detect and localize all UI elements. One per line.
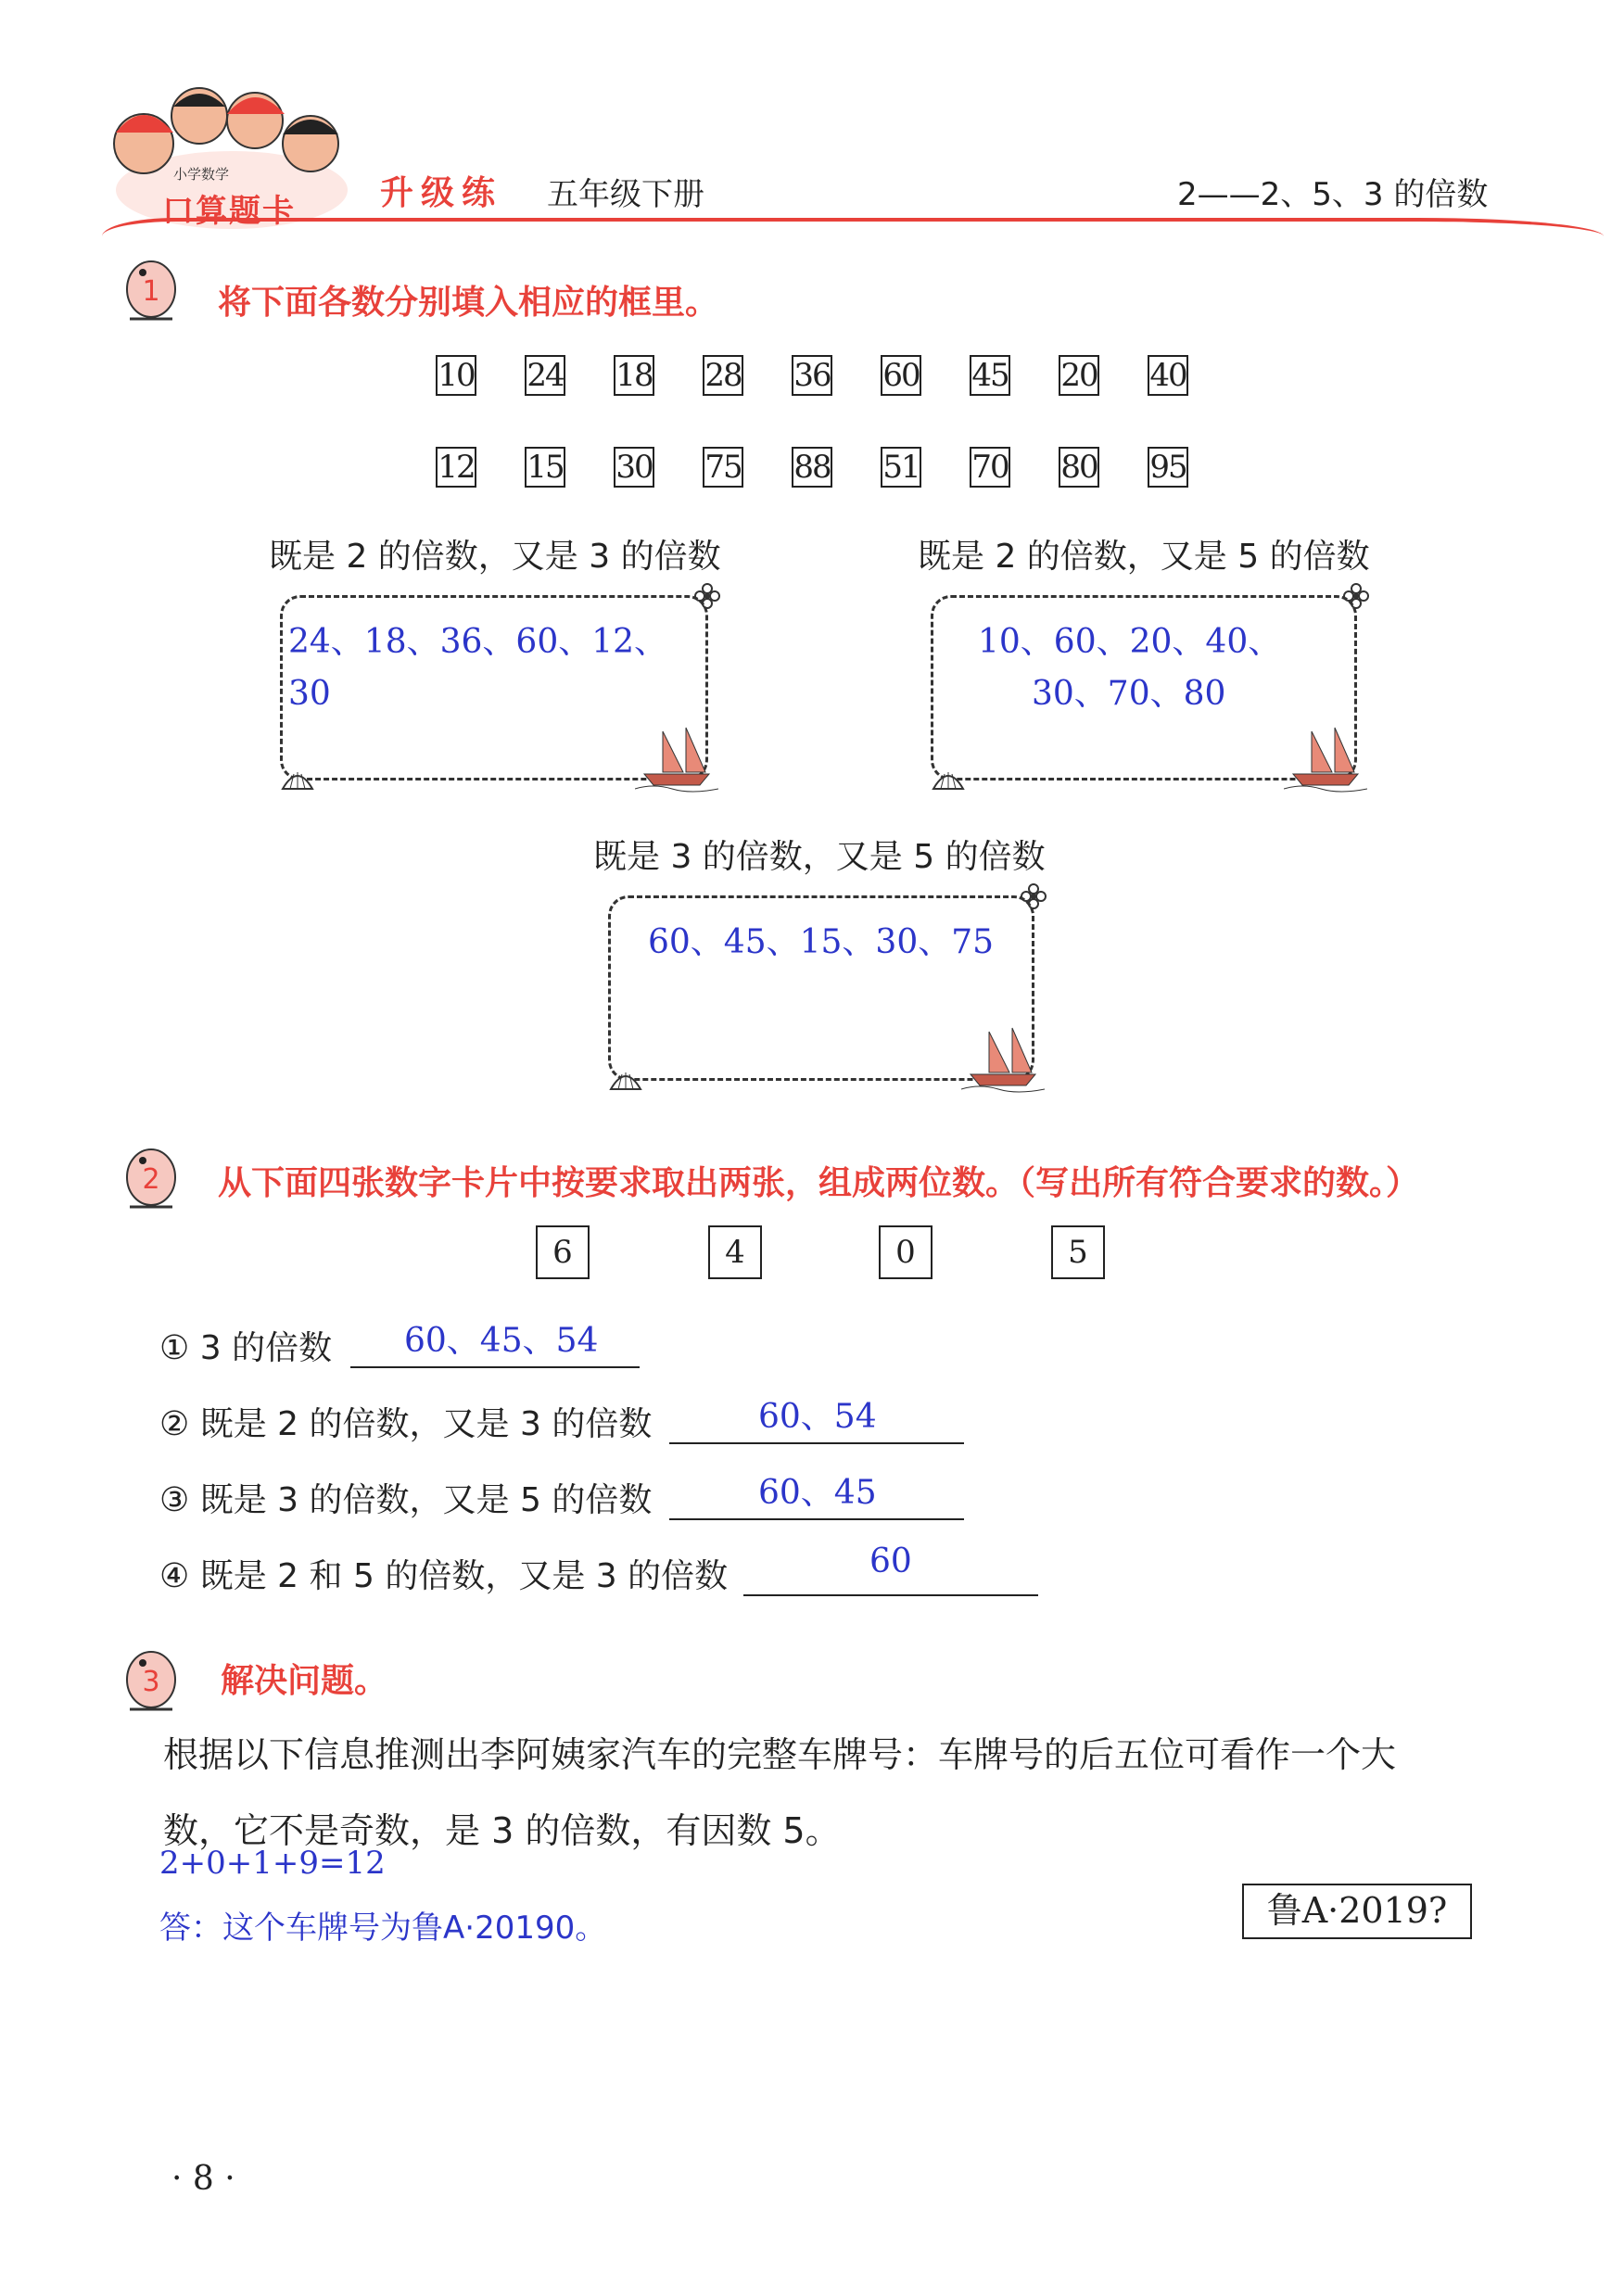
answer-box: [280, 595, 708, 780]
header-divider: [102, 218, 1604, 240]
number-card: 80: [1059, 447, 1099, 488]
answer-text: 10、60、20、40、: [978, 623, 1282, 661]
shell-icon: [607, 1067, 644, 1091]
page-number: · 8 ·: [171, 2160, 235, 2198]
number-card: 40: [1148, 355, 1188, 396]
final-answer: 答：这个车牌号为鲁A·20190。: [159, 1910, 607, 1947]
number-card: 10: [436, 355, 476, 396]
question-title: 从下面四张数字卡片中按要求取出两张，组成两位数。（写出所有符合要求的数。）: [218, 1164, 1420, 1202]
category-label: 既是 3 的倍数，又是 5 的倍数: [593, 838, 1046, 876]
digit-card: 6: [536, 1225, 590, 1279]
answer-text: 60、54: [758, 1398, 877, 1436]
item-text: 既是 2 和 5 的倍数，又是 3 的倍数: [199, 1557, 729, 1595]
flower-icon: [694, 583, 720, 609]
number-card: 20: [1059, 355, 1099, 396]
question-number: 1: [142, 275, 160, 308]
answer-line: [350, 1366, 640, 1368]
answer-text: 24、18、36、60、12、30: [288, 623, 668, 713]
number-row-2: [436, 447, 1237, 488]
number-card: 60: [881, 355, 921, 396]
item-marker: ③: [159, 1481, 190, 1519]
answer-line: [669, 1442, 964, 1444]
question-title: 解决问题。: [221, 1662, 388, 1700]
number-card: 18: [614, 355, 654, 396]
question-title: 将下面各数分别填入相应的框里。: [218, 284, 719, 322]
work-text: 2+0+1+9=12: [159, 1845, 386, 1882]
shell-icon: [279, 767, 316, 791]
number-card: 45: [970, 355, 1010, 396]
flower-icon: [1343, 583, 1369, 609]
item-marker: ②: [159, 1405, 190, 1443]
number-card: 51: [881, 447, 921, 488]
number-card: 28: [703, 355, 743, 396]
answer-box: [608, 895, 1034, 1081]
item-marker: ①: [159, 1329, 190, 1367]
question-number: 2: [142, 1163, 160, 1196]
item-text: 3 的倍数: [199, 1329, 333, 1367]
logo-title: 口算题卡: [162, 193, 296, 230]
category-label: 既是 2 的倍数，又是 3 的倍数: [269, 538, 721, 576]
problem-text: 根据以下信息推测出李阿姨家汽车的完整车牌号：车牌号的后五位可看作一个大: [163, 1734, 1397, 1775]
answer-text: 60、45、54: [404, 1322, 599, 1360]
sailing-ship-icon: [961, 1021, 1045, 1095]
sub-question: [159, 1474, 652, 1521]
number-card: 70: [970, 447, 1010, 488]
number-card: 95: [1148, 447, 1188, 488]
license-plate: 鲁A·2019?: [1242, 1884, 1472, 1939]
answer-text: 60: [869, 1542, 912, 1580]
logo: [107, 79, 357, 236]
sub-question: [159, 1322, 332, 1369]
answer-text: 30、70、80: [1032, 675, 1226, 713]
digit-card: 0: [879, 1225, 933, 1279]
bird-badge-icon: [121, 1140, 182, 1214]
sub-question: [159, 1550, 728, 1597]
number-card: 88: [792, 447, 832, 488]
bird-badge-icon: [121, 252, 182, 326]
sailing-ship-icon: [1284, 720, 1367, 794]
item-text: 既是 3 的倍数，又是 5 的倍数: [199, 1481, 653, 1519]
answer-text: 60、45、15、30、75: [648, 923, 995, 961]
number-card: 30: [614, 447, 654, 488]
answer-box: [931, 595, 1357, 780]
logo-subtitle: 小学数学: [173, 166, 230, 183]
digit-card: 4: [708, 1225, 762, 1279]
number-card: 12: [436, 447, 476, 488]
number-card: 36: [792, 355, 832, 396]
flower-icon: [1021, 883, 1047, 909]
item-marker: ④: [159, 1557, 190, 1595]
topic-label: 2——2、5、3 的倍数: [1177, 176, 1489, 213]
item-text: 既是 2 的倍数，又是 3 的倍数: [199, 1405, 653, 1443]
answer-line: [669, 1518, 964, 1520]
question-number: 3: [142, 1666, 160, 1698]
number-card: 24: [525, 355, 565, 396]
number-card: 15: [525, 447, 565, 488]
sailing-ship-icon: [635, 720, 718, 794]
sub-question: [159, 1398, 652, 1445]
category-label: 既是 2 的倍数，又是 5 的倍数: [918, 538, 1370, 576]
shell-icon: [930, 767, 967, 791]
problem-text: 数，它不是奇数，是 3 的倍数，有因数 5。: [163, 1810, 841, 1851]
series-label: 升级练: [380, 174, 503, 212]
grade-label: 五年级下册: [547, 176, 704, 213]
answer-text: 60、45: [758, 1474, 877, 1512]
digit-card: 5: [1051, 1225, 1105, 1279]
bird-badge-icon: [121, 1643, 182, 1717]
answer-line: [743, 1594, 1038, 1596]
number-card: 75: [703, 447, 743, 488]
number-row-1: [436, 355, 1237, 396]
